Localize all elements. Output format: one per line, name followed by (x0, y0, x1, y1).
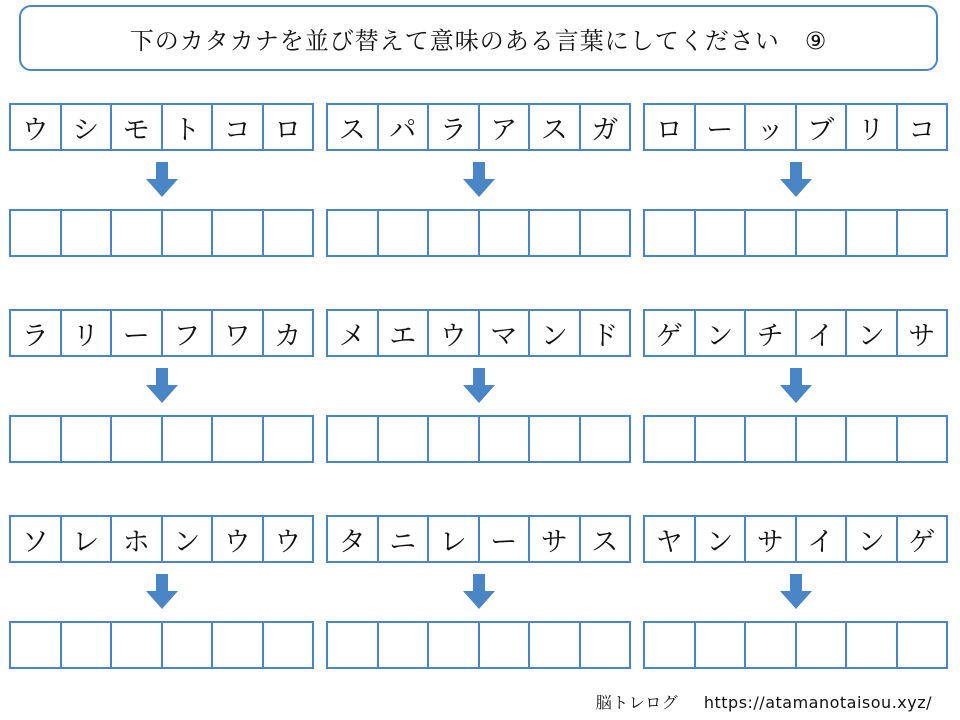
answer-box[interactable] (163, 623, 214, 667)
letter-cell: リ (847, 105, 898, 149)
letter-cell: ワ (213, 311, 264, 355)
down-arrow-icon (643, 151, 948, 209)
letter-row (643, 515, 948, 563)
answer-box[interactable] (11, 417, 62, 461)
letter-cell: サ (530, 517, 581, 561)
footer-url-link[interactable]: https://atamanotaisou.xyz/ (703, 693, 932, 712)
letter-cell: カ (274, 320, 302, 352)
answer-row (326, 621, 631, 669)
answer-box[interactable] (746, 211, 797, 255)
answer-box[interactable] (696, 623, 747, 667)
letter-cell: ウ (11, 105, 62, 149)
letter-cell: コ (908, 114, 936, 146)
letter-cell: ロ (645, 105, 696, 149)
letter-cell: レ (429, 517, 480, 561)
letter-cell: イ (797, 311, 848, 355)
down-arrow-icon (9, 357, 314, 415)
down-arrow-icon (643, 563, 948, 621)
answer-box[interactable] (328, 211, 379, 255)
answer-box[interactable] (213, 623, 264, 667)
down-arrow-icon (326, 151, 631, 209)
letter-row (643, 103, 948, 151)
answer-box[interactable] (480, 623, 531, 667)
footer-brand: 脳トレログ (595, 693, 679, 712)
letter-cell: フ (163, 311, 214, 355)
answer-row (9, 621, 314, 669)
letter-cell: ン (847, 517, 898, 561)
letter-cell: ド (591, 320, 619, 352)
answer-box[interactable] (746, 417, 797, 461)
letter-cell: ガ (591, 114, 619, 146)
puzzle-block (326, 103, 631, 257)
letter-cell: タ (328, 517, 379, 561)
answer-box[interactable] (797, 417, 848, 461)
answer-box[interactable] (62, 623, 113, 667)
answer-box[interactable] (264, 417, 313, 461)
answer-box[interactable] (112, 211, 163, 255)
letter-row (326, 515, 631, 563)
answer-box[interactable] (429, 417, 480, 461)
answer-box[interactable] (62, 417, 113, 461)
letter-cell: ン (696, 311, 747, 355)
answer-box[interactable] (11, 211, 62, 255)
down-arrow-icon (9, 151, 314, 209)
puzzle-block (643, 309, 948, 463)
letter-cell: ニ (379, 517, 430, 561)
letter-cell: ゲ (645, 311, 696, 355)
letter-cell: レ (62, 517, 113, 561)
letter-cell: ン (696, 517, 747, 561)
answer-box[interactable] (62, 211, 113, 255)
answer-box[interactable] (847, 623, 898, 667)
letter-row (643, 309, 948, 357)
puzzle-block (643, 103, 948, 257)
letter-cell: ロ (274, 114, 302, 146)
letter-cell: サ (746, 517, 797, 561)
answer-box[interactable] (645, 211, 696, 255)
letter-row (9, 309, 314, 357)
answer-box[interactable] (797, 623, 848, 667)
letter-cell: サ (908, 320, 936, 352)
answer-box[interactable] (581, 623, 630, 667)
answer-box[interactable] (328, 417, 379, 461)
letter-cell: コ (213, 105, 264, 149)
answer-box[interactable] (112, 417, 163, 461)
answer-box[interactable] (379, 623, 430, 667)
letter-cell: ン (163, 517, 214, 561)
letter-cell: ー (696, 105, 747, 149)
letter-cell: ス (328, 105, 379, 149)
letter-row (9, 515, 314, 563)
letter-cell: メ (328, 311, 379, 355)
answer-box[interactable] (480, 417, 531, 461)
letter-cell: ス (530, 105, 581, 149)
letter-cell: イ (797, 517, 848, 561)
answer-row (643, 621, 948, 669)
answer-box[interactable] (898, 211, 947, 255)
answer-box[interactable] (379, 211, 430, 255)
answer-box[interactable] (213, 417, 264, 461)
answer-box[interactable] (264, 211, 313, 255)
letter-cell: ウ (213, 517, 264, 561)
answer-box[interactable] (213, 211, 264, 255)
puzzle-block (643, 515, 948, 669)
letter-cell: パ (379, 105, 430, 149)
footer (596, 690, 932, 713)
answer-row (9, 415, 314, 463)
answer-box[interactable] (898, 417, 947, 461)
letter-row (326, 103, 631, 151)
answer-box[interactable] (429, 623, 480, 667)
answer-row (326, 415, 631, 463)
answer-row (643, 209, 948, 257)
answer-box[interactable] (163, 417, 214, 461)
answer-box[interactable] (645, 623, 696, 667)
letter-cell: シ (62, 105, 113, 149)
answer-box[interactable] (581, 417, 630, 461)
letter-cell: ア (480, 105, 531, 149)
letter-cell: エ (379, 311, 430, 355)
answer-box[interactable] (530, 417, 581, 461)
letter-cell: ト (163, 105, 214, 149)
puzzle-block (9, 103, 314, 257)
letter-cell: モ (112, 105, 163, 149)
letter-cell: ス (591, 526, 619, 558)
letter-cell: ー (480, 517, 531, 561)
answer-box[interactable] (530, 623, 581, 667)
puzzle-block (9, 309, 314, 463)
answer-box[interactable] (379, 417, 430, 461)
puzzle-block (326, 309, 631, 463)
down-arrow-icon (326, 563, 631, 621)
answer-box[interactable] (847, 211, 898, 255)
letter-cell: ン (530, 311, 581, 355)
letter-cell: ブ (797, 105, 848, 149)
letter-cell: リ (62, 311, 113, 355)
letter-cell: ラ (11, 311, 62, 355)
answer-box[interactable] (696, 211, 747, 255)
letter-cell: ン (847, 311, 898, 355)
letter-cell: ー (112, 311, 163, 355)
answer-box[interactable] (696, 417, 747, 461)
answer-box[interactable] (797, 211, 848, 255)
answer-box[interactable] (898, 623, 947, 667)
down-arrow-icon (9, 563, 314, 621)
letter-cell: チ (746, 311, 797, 355)
answer-box[interactable] (429, 211, 480, 255)
puzzle-block (9, 515, 314, 669)
letter-cell: ウ (429, 311, 480, 355)
letter-row (9, 103, 314, 151)
answer-box[interactable] (581, 211, 630, 255)
answer-row (326, 209, 631, 257)
down-arrow-icon (643, 357, 948, 415)
answer-box[interactable] (264, 623, 313, 667)
answer-box[interactable] (112, 623, 163, 667)
answer-box[interactable] (645, 417, 696, 461)
answer-box[interactable] (328, 623, 379, 667)
letter-cell: ソ (11, 517, 62, 561)
worksheet-title: 下のカタカナを並び替えて意味のある言葉にしてください ⑨ (19, 5, 938, 71)
answer-box[interactable] (163, 211, 214, 255)
down-arrow-icon (326, 357, 631, 415)
letter-cell: マ (480, 311, 531, 355)
letter-cell: ヤ (645, 517, 696, 561)
letter-cell: ホ (112, 517, 163, 561)
puzzle-block (326, 515, 631, 669)
letter-cell: ッ (746, 105, 797, 149)
answer-box[interactable] (847, 417, 898, 461)
letter-cell: ウ (274, 526, 302, 558)
answer-box[interactable] (480, 211, 531, 255)
answer-box[interactable] (530, 211, 581, 255)
letter-cell: ゲ (908, 526, 936, 558)
answer-box[interactable] (746, 623, 797, 667)
answer-box[interactable] (11, 623, 62, 667)
answer-row (9, 209, 314, 257)
answer-row (643, 415, 948, 463)
letter-row (326, 309, 631, 357)
letter-cell: ラ (429, 105, 480, 149)
